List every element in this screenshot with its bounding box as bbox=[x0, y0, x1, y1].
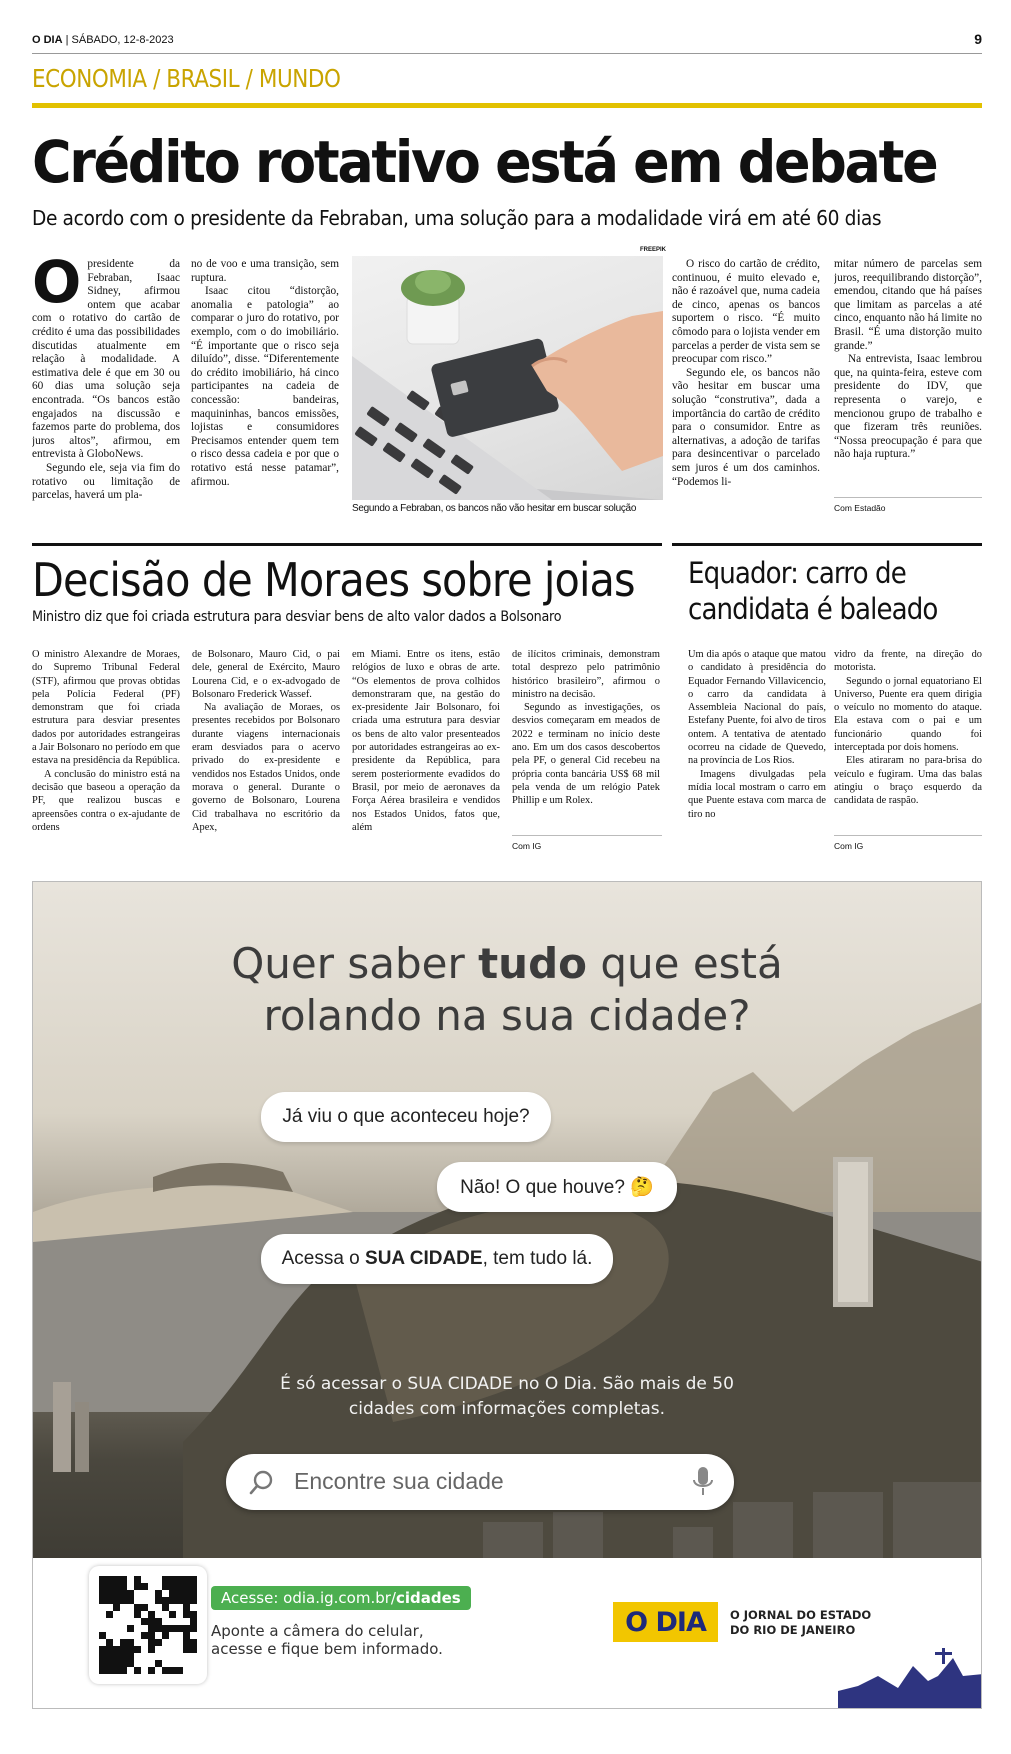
slogan-line2: DO RIO DE JANEIRO bbox=[730, 1623, 856, 1637]
byline: Com IG bbox=[834, 841, 864, 851]
section-title-text: ECONOMIA / BRASIL / MUNDO bbox=[32, 64, 341, 93]
section-title bbox=[32, 64, 982, 108]
story2-headline: Decisão de Moraes sobre joias bbox=[32, 553, 635, 607]
camera-instructions bbox=[211, 1622, 443, 1658]
ad-info-line2: cidades com informações completas. bbox=[348, 1399, 666, 1419]
paragraph: de Bolsonaro, Mauro Cid, o pai dele, general de Exército, Mauro Lourena Cid, e o ex-advogado de Bolsonaro Frederick Wassef. bbox=[192, 649, 340, 700]
paragraph: O ministro Alexandre de Moraes, do Supremo Tribunal Federal (STF), afirmou que provas obtidas pela Polícia Federal (PF) demonstram que foi criada estrutura para desviar presentes dados por autoridades estrangeiras a Jair Bolsonaro no período em que estava na presidência da República. bbox=[32, 649, 180, 767]
search-icon bbox=[248, 1469, 276, 1497]
ad-headline-post: que está bbox=[587, 939, 783, 988]
divider bbox=[834, 835, 982, 836]
story2-column-3 bbox=[352, 648, 500, 855]
paragraph: Na avaliação de Moraes, os presentes recebidos por Bolsonaro durante viagens internacionais eram desviados para o acervo privado do ex-presidente e vendidos nos Estados Unidos, onde morava o general. Durante o governo de Bolsonaro, Lourena Cid trabalhava no escritório da Apex, bbox=[192, 702, 340, 833]
rio-skyline-icon bbox=[838, 1646, 982, 1708]
story3-headline-line1: Equador: carro de bbox=[688, 556, 906, 590]
search-placeholder: Encontre sua cidade bbox=[294, 1468, 504, 1494]
ad-info-text bbox=[33, 1372, 981, 1422]
main-subhead: De acordo com o presidente da Febraban, uma solução para a modalidade virá em até 60 dias bbox=[32, 206, 882, 230]
ad-info-line1: É só acessar o SUA CIDADE no O Dia. São mais de 50 bbox=[280, 1374, 734, 1394]
access-url-label: Acesse: odia.ig.com.br/ bbox=[221, 1589, 396, 1607]
main-headline: Crédito rotativo está em debate bbox=[32, 128, 937, 196]
chat-bubble-text bbox=[282, 1248, 593, 1270]
photo-caption: Segundo a Febraban, os bancos não vão hesitar em buscar solução bbox=[352, 503, 637, 514]
chat-bubble-question bbox=[261, 1092, 551, 1142]
story2-top-rule bbox=[32, 543, 662, 546]
paragraph: Segundo o jornal equatoriano El Universo, Puente era quem dirigia o veículo no momento do ataque. Ela estava com o pai e um funcionário quando foi interceptada por dois homens. bbox=[834, 675, 982, 754]
divider bbox=[834, 497, 982, 498]
byline: Com Estadão bbox=[834, 503, 886, 513]
paragraph: de ilícitos criminais, demonstram total desprezo pelo patrimônio histórico brasileiro”, afirmou o ministro na decisão. bbox=[512, 649, 660, 700]
access-url-bold: cidades bbox=[395, 1589, 461, 1607]
divider bbox=[512, 835, 662, 836]
page-header bbox=[32, 31, 982, 54]
bubble3-post: , tem tudo lá. bbox=[482, 1248, 593, 1269]
story2-column-1 bbox=[32, 648, 180, 855]
story3-top-rule bbox=[672, 543, 982, 546]
header-separator: | bbox=[65, 34, 72, 46]
newspaper-name: O DIA bbox=[32, 34, 63, 46]
paragraph: Imagens divulgadas pela mídia local mostram o carro em que Puente estava com marca de tiro no bbox=[688, 768, 826, 820]
microphone-icon[interactable] bbox=[692, 1466, 714, 1498]
newspaper-slogan bbox=[730, 1608, 871, 1638]
page-number: 9 bbox=[974, 31, 982, 47]
paragraph: O risco do cartão de crédito, continuou, é muito elevado e, não é razoável que, numa cadeia de cinco, apenas os bancos suportem o risco. “É muito cômodo para o lojista vender em parcelas a perder de vista sem se preocupar com risco.” bbox=[672, 258, 820, 366]
story2-column-4 bbox=[512, 648, 660, 828]
issue-date: SÁBADO, 12-8-2023 bbox=[71, 34, 174, 46]
qr-code-pattern bbox=[99, 1576, 197, 1674]
ad-headline-line2: rolando na sua cidade? bbox=[263, 991, 751, 1040]
o-dia-logo: O DIA bbox=[613, 1602, 718, 1642]
chat-bubble-text: Já viu o que aconteceu hoje? bbox=[282, 1106, 530, 1127]
drop-cap: O bbox=[32, 258, 82, 316]
access-url-badge[interactable] bbox=[211, 1586, 471, 1610]
paragraph: no de voo e uma transição, sem ruptura. bbox=[191, 258, 339, 284]
story2-column-2 bbox=[192, 648, 340, 855]
story1-column-4 bbox=[834, 258, 982, 490]
story3-column-1 bbox=[688, 648, 826, 855]
paragraph: vidro da frente, na direção do motorista. bbox=[834, 649, 982, 674]
paragraph: Segundo as investigações, os desvios começaram em meados de 2022 e terminam no início deste ano. Em um dos casos descobertos pela PF, o general Cid recebeu na própria conta bancária US$ 68 mil pela venda de um relógio Patek Phillip e um Rolex. bbox=[512, 702, 660, 807]
paragraph: Segundo ele, os bancos não vão hesitar em buscar uma solução “construtiva”, dada a importância do cartão de crédito para o consumidor. Entre as alternativas, a adoção de tarifas para desincentivar o parcelado sem juros é um dos caminhos. “Podemos li- bbox=[672, 366, 820, 488]
paragraph: Segundo ele, seja via fim do rotativo ou limitação de parcelas, haverá um pla- bbox=[32, 461, 180, 502]
paragraph: Isaac citou “distorção, anomalia e patologia” ao comparar o juro do rotativo, por exemplo, com o do imobiliário. “É importante que o risco seja diluído”, disse. “Diferentemente do crédito imobiliário, há cinco participantes na cadeia de concessão: bandeiras, maquininhas, bancos emissões, lojistas e consumidores Precisamos entender quem tem o risco dessa cadeia e por que o rotativo está nesse patamar”, afirmou. bbox=[191, 285, 339, 488]
story3-column-2 bbox=[834, 648, 982, 828]
story1-column-1 bbox=[32, 258, 180, 514]
paragraph: Um dia após o ataque que matou o candidato à presidência do Equador Fernando Villavicencio, o carro da candidata à Assembleia Nacional do país, Estefany Puente, foi alvo de tiros ontem. A tentativa de atentado ocorreu na cidade de Quevedo, na província de Los Rios. bbox=[688, 649, 826, 767]
chat-bubble-answer bbox=[261, 1234, 613, 1284]
story2-subhead: Ministro diz que foi criada estrutura para desviar bens de alto valor dados a Bolsonaro bbox=[32, 609, 562, 625]
ad-headline-line1 bbox=[33, 938, 981, 990]
city-search-bar[interactable] bbox=[226, 1454, 734, 1510]
bubble3-pre: Acessa o bbox=[281, 1248, 366, 1269]
laptop-card-illustration bbox=[352, 256, 663, 500]
chat-bubble-text: Não! O que houve? 🤔 bbox=[460, 1177, 654, 1198]
bubble3-bold: SUA CIDADE bbox=[365, 1248, 483, 1269]
story1-column-2 bbox=[191, 258, 339, 514]
paragraph: Na entrevista, Isaac lembrou que, na quinta-feira, esteve com presidente do IDV, que representa o varejo, e mencionou grupo de trabalho e que fizeram três reuniões. “Nossa preocupação é para que não haja ruptura.” bbox=[834, 353, 982, 461]
photo-credit: FREEPIK bbox=[640, 247, 667, 253]
ad-headline bbox=[33, 938, 981, 1042]
paragraph: mitar número de parcelas sem juros, reequilibrando distorção”, emendou, citando que há países que limitam as parcelas a até cinco, enquanto não há limite no Brasil. “É uma distorção muito grande.” bbox=[834, 258, 982, 352]
paragraph: Eles atiraram no para-brisa do veículo e fugiram. Uma das balas atingiu o braço esquerdo da candidata de raspão. bbox=[834, 755, 982, 807]
chat-bubble-reply bbox=[437, 1162, 677, 1212]
camera-line1: Aponte a câmera do celular, bbox=[211, 1622, 424, 1640]
paragraph: presidente da Febraban, Isaac Sidney, afirmou ontem que acabar com o rotativo do cartão de crédito é uma das possibilidades discutidas atualmente em relação à modalidade. A estimativa dele é que em 30 ou 60 dias uma solução seja encontrada. “Os bancos estão engajados na discussão e fazemos parte do problema, dos juros altos”, afirmou, em entrevista à GloboNews. bbox=[32, 258, 180, 461]
camera-line2: acesse e fique bem informado. bbox=[211, 1640, 443, 1658]
paragraph: em Miami. Entre os itens, estão relógios de luxo e obras de arte. “Os elementos de prova colhidos demonstraram que, na gestão do ex-presidente Jair Bolsonaro, foi criada uma estrutura para desviar os bens de alto valor presenteados por autoridades estrangeiras ao ex-presidente da República, para serem posteriormente evadidos do Brasil, por meio de aeronaves da Força Aérea brasileira e vendidos nos Estados Unidos, fatos que, além bbox=[352, 649, 500, 833]
credit-card-photo bbox=[352, 256, 663, 500]
ad-headline-bold: tudo bbox=[478, 939, 588, 988]
ad-headline-pre: Quer saber bbox=[231, 939, 479, 988]
byline: Com IG bbox=[512, 841, 542, 851]
story1-column-3 bbox=[672, 258, 820, 514]
sua-cidade-advertisement bbox=[32, 881, 982, 1709]
qr-code[interactable] bbox=[89, 1566, 207, 1684]
story3-headline-line2: candidata é baleado bbox=[688, 592, 938, 626]
story3-headline bbox=[688, 555, 937, 627]
slogan-line1: O JORNAL DO ESTADO bbox=[730, 1608, 872, 1622]
paragraph: A conclusão do ministro está na decisão que baseou a operação da PF, que realizou buscas e apreensões contra o ex-ajudante de ordens bbox=[32, 768, 180, 833]
